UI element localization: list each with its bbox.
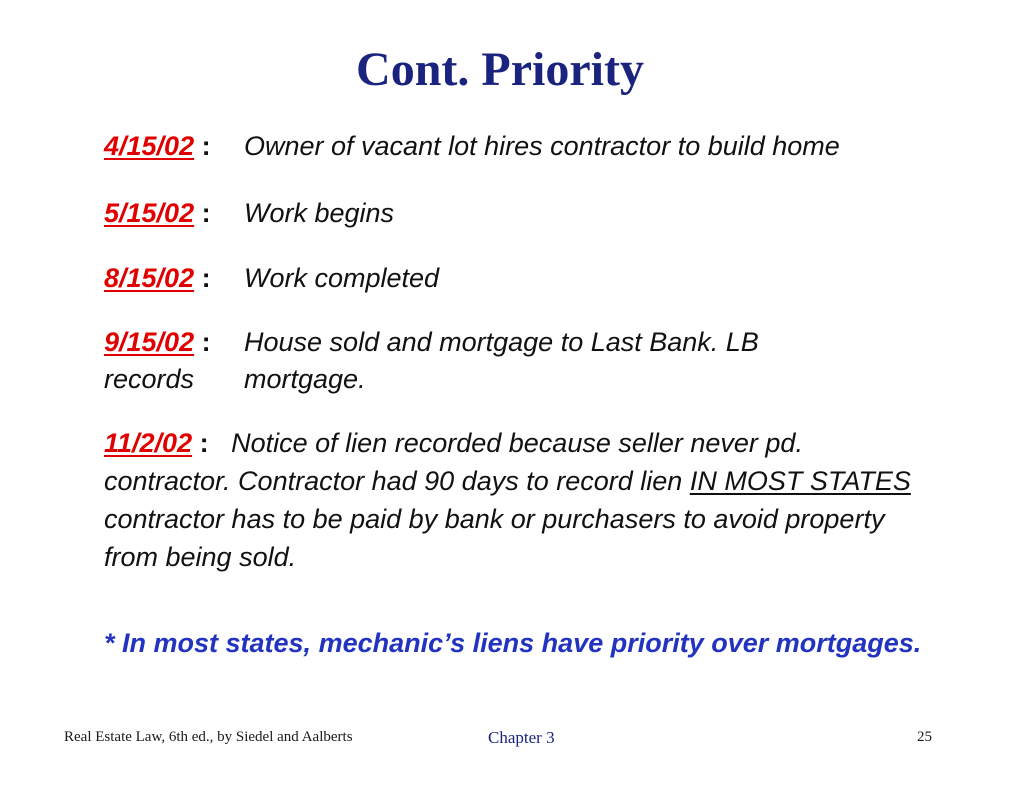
entry-colon: : bbox=[201, 263, 211, 293]
entry-colon: : bbox=[201, 198, 211, 228]
priority-note: * In most states, mechanic’s liens have priority over mortgages. bbox=[104, 628, 922, 658]
entry-continuation-right: mortgage. bbox=[244, 364, 366, 394]
lien-underlined-text: IN MOST STATES bbox=[689, 466, 911, 496]
entry-colon: : bbox=[201, 327, 211, 357]
footer-citation: Real Estate Law, 6th ed., by Siedel and Aalberts bbox=[64, 729, 353, 745]
lien-colon: : bbox=[199, 428, 209, 458]
entry-continuation-left: records bbox=[104, 364, 195, 394]
entry-colon: : bbox=[201, 131, 211, 161]
entry-text: Owner of vacant lot hires contractor to build home bbox=[244, 131, 840, 161]
entry-text: House sold and mortgage to Last Bank. LB bbox=[244, 327, 759, 357]
entry-date: 9/15/02 bbox=[104, 327, 195, 357]
entry-date: 5/15/02 bbox=[104, 198, 195, 228]
entry-text: Work begins bbox=[244, 198, 395, 228]
timeline-entry-2 bbox=[104, 195, 395, 232]
timeline-entry-1 bbox=[104, 128, 840, 165]
entry-text: Work completed bbox=[244, 263, 440, 293]
lien-paragraph bbox=[104, 424, 934, 576]
page-number: 25 bbox=[917, 729, 932, 745]
entry-date: 8/15/02 bbox=[104, 263, 195, 293]
entry-date: 4/15/02 bbox=[104, 131, 195, 161]
lien-date: 11/2/02 bbox=[104, 428, 193, 458]
footer-chapter: Chapter 3 bbox=[488, 728, 555, 747]
lien-text-2: contractor has to be paid by bank or purchasers to avoid property from being sold. bbox=[104, 504, 885, 572]
slide-title: Cont. Priority bbox=[356, 43, 644, 96]
timeline-entry-3 bbox=[104, 260, 440, 297]
lien-text-1: Notice of lien recorded because seller never pd. contractor. Contractor had 90 days to record lien bbox=[104, 428, 803, 496]
timeline-entry-4 bbox=[104, 324, 759, 394]
